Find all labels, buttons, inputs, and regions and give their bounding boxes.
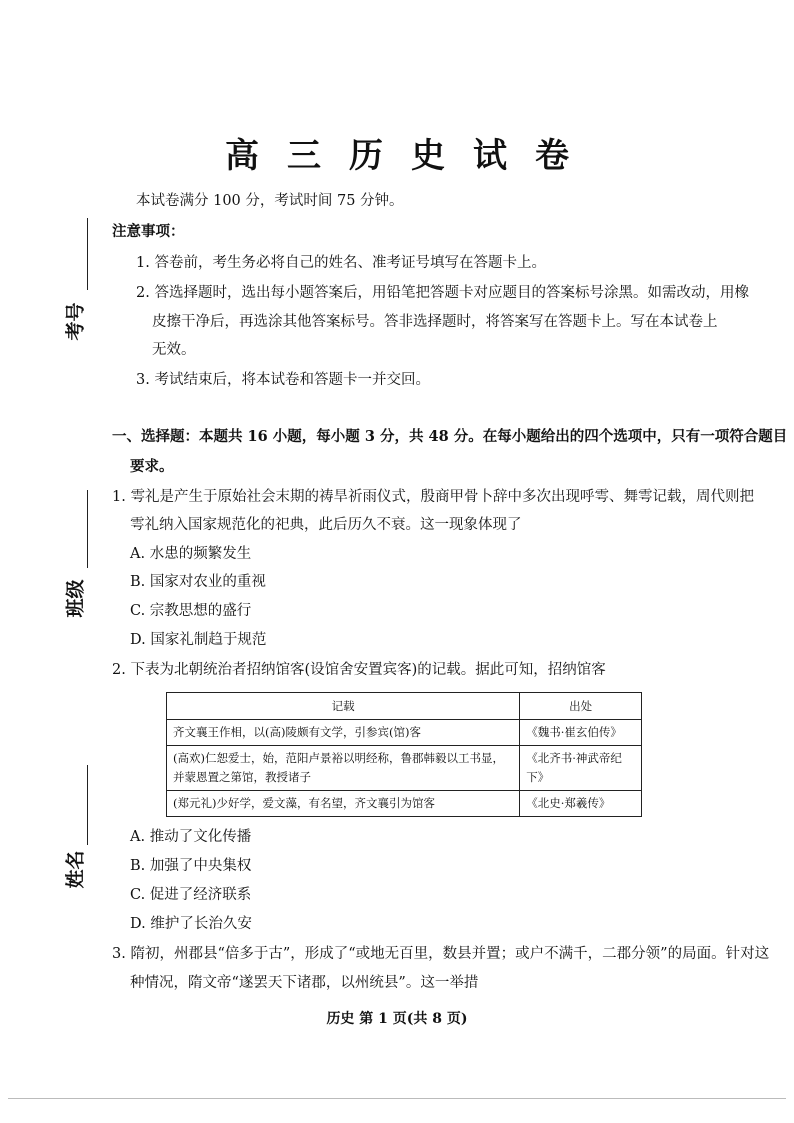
section-heading: 一、选择题：本题共 16 小题，每小题 3 分，共 48 分。在每小题给出的四个选项中，只有一项符合题目 bbox=[112, 428, 788, 445]
q2-option-c: C. 促进了经济联系 bbox=[130, 887, 252, 903]
q2-stem: 2. 下表为北朝统治者招纳馆客(设馆舍安置宾客)的记载。据此可知，招纳馆客 bbox=[112, 662, 606, 678]
q2-option-b: B. 加强了中央集权 bbox=[130, 858, 252, 874]
xingming-label: 姓名 bbox=[64, 850, 87, 889]
table-cell-record: (郑元礼)少好学，爱文藻，有名望，齐文襄引为馆客 bbox=[167, 791, 520, 817]
banji-label: 班级 bbox=[64, 579, 87, 618]
q1-option-a: A. 水患的频繁发生 bbox=[130, 546, 252, 562]
page-footer: 历史 第 1 页(共 8 页) bbox=[326, 1011, 468, 1027]
table-header-record: 记载 bbox=[167, 693, 520, 720]
q1-option-b: B. 国家对农业的重视 bbox=[130, 574, 266, 590]
section-heading: 要求。 bbox=[130, 458, 174, 475]
q1-stem: 雩礼纳入国家规范化的祀典，此后历久不衰。这一现象体现了 bbox=[130, 517, 522, 533]
notice-item: 2. 答选择题时，选出每小题答案后，用铅笔把答题卡对应题目的答案标号涂黑。如需改动，用橡 bbox=[136, 285, 749, 301]
notice-item: 1. 答卷前，考生务必将自己的姓名、准考证号填写在答题卡上。 bbox=[136, 255, 546, 271]
kaohao-label: 考号 bbox=[64, 302, 87, 341]
q3-stem: 3. 隋初，州郡县“倍多于古”，形成了“或地无百里，数县并置；或户不满千，二郡分领”的局面。针对这 bbox=[112, 946, 770, 962]
table-cell-source: 《北史·郑羲传》 bbox=[520, 791, 642, 817]
records-table bbox=[166, 692, 642, 817]
table-cell-source: 《北齐书·神武帝纪下》 bbox=[520, 746, 642, 791]
q1-option-c: C. 宗教思想的盛行 bbox=[130, 603, 252, 619]
table-cell-record: 齐文襄王作相，以(高)陵颇有文学，引参宾(馆)客 bbox=[167, 720, 520, 746]
page-title: 高三历史试卷 bbox=[225, 136, 597, 176]
table-row bbox=[167, 791, 642, 817]
banji-line bbox=[87, 490, 88, 568]
notice-title: 注意事项： bbox=[112, 223, 185, 240]
notice-item: 皮擦干净后，再选涂其他答案标号。答非选择题时，将答案写在答题卡上。写在本试卷上 bbox=[152, 314, 718, 330]
table-header-source: 出处 bbox=[520, 693, 642, 720]
kaohao-line bbox=[87, 218, 88, 290]
table-row bbox=[167, 746, 642, 791]
exam-intro: 本试卷满分 100 分，考试时间 75 分钟。 bbox=[136, 193, 404, 209]
xingming-line bbox=[87, 765, 88, 845]
q3-stem: 种情况，隋文帝“遂罢天下诸郡，以州统县”。这一举措 bbox=[130, 975, 479, 991]
q1-option-d: D. 国家礼制趋于规范 bbox=[130, 632, 267, 648]
q2-option-d: D. 维护了长治久安 bbox=[130, 916, 252, 932]
bottom-rule bbox=[8, 1098, 786, 1099]
q2-option-a: A. 推动了文化传播 bbox=[130, 829, 252, 845]
table-cell-record: (高欢)仁恕爱士，始，范阳卢景裕以明经称，鲁郡韩毅以工书显，并蒙恩置之第馆，教授诸子 bbox=[167, 746, 520, 791]
q1-stem: 1. 雩礼是产生于原始社会末期的祷旱祈雨仪式，殷商甲骨卜辞中多次出现呼雩、舞雩记载，周代则把 bbox=[112, 489, 754, 505]
notice-item: 无效。 bbox=[152, 342, 196, 358]
table-cell-source: 《魏书·崔玄伯传》 bbox=[520, 720, 642, 746]
table-row bbox=[167, 720, 642, 746]
notice-item: 3. 考试结束后，将本试卷和答题卡一并交回。 bbox=[136, 372, 430, 388]
table-header-row bbox=[167, 693, 642, 720]
